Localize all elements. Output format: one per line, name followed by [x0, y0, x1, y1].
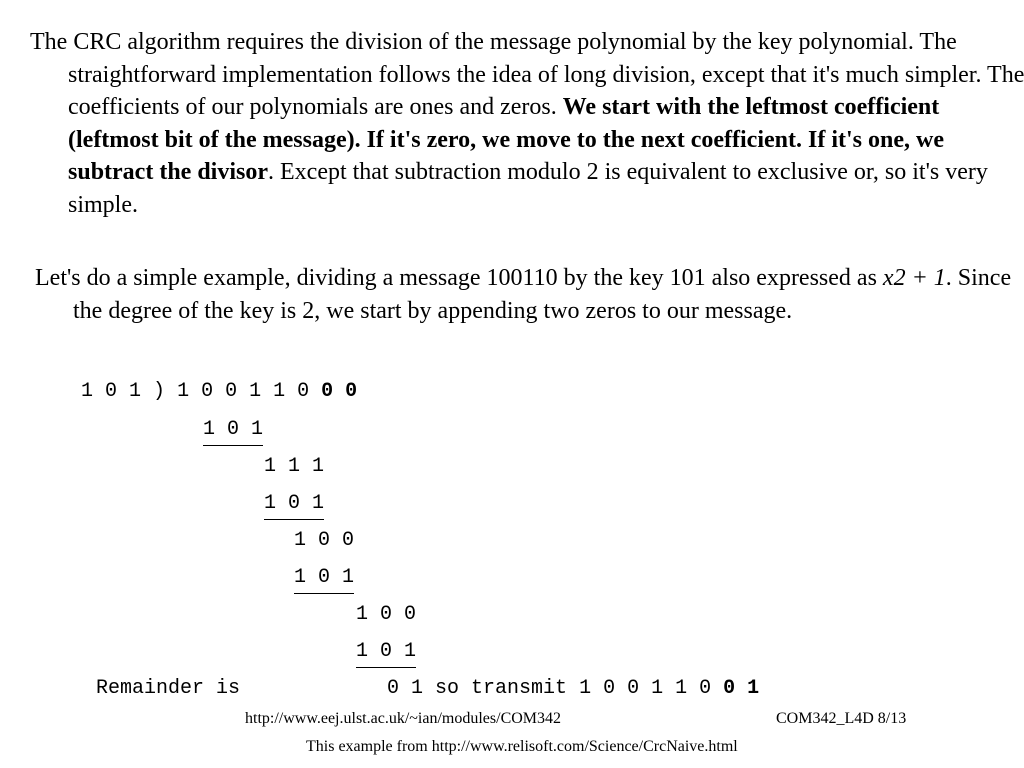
appended-zeros: 0 0 — [321, 380, 358, 403]
remainder-value: 0 1 — [387, 677, 424, 700]
divisor: 1 0 1 — [81, 380, 142, 403]
paragraph2-text-a: Let's do a simple example, dividing a message 100110 by the key 101 also expressed as — [35, 265, 883, 291]
division-step-value: 1 1 1 — [264, 455, 325, 478]
division-step — [264, 492, 324, 516]
dividend: 1 0 0 1 1 0 — [177, 380, 310, 403]
division-step-value: 1 0 0 — [356, 603, 417, 626]
division-step — [294, 566, 354, 590]
paragraph-crc-algorithm — [30, 26, 1024, 221]
division-separator: ) — [153, 380, 166, 403]
division-step — [203, 418, 263, 442]
division-step-value: 1 0 1 — [264, 492, 324, 520]
remainder-label: Remainder is — [96, 677, 241, 700]
division-step — [356, 603, 416, 627]
division-step — [294, 529, 354, 553]
transmit-label: so transmit — [435, 677, 568, 700]
paragraph1-text-b: . Except that subtraction modulo 2 is equivalent to exclusive or, so it's very simple. — [68, 159, 988, 218]
slide-number: COM342_L4D 8/13 — [776, 710, 907, 727]
paragraph2-text-b: . Since the degree of the key is 2, we start by appending two zeros to our message. — [73, 265, 1012, 324]
paragraph2-italic-polynomial: x2 + 1 — [882, 265, 946, 291]
transmit-crc: 0 1 — [723, 677, 760, 700]
paragraph-example — [35, 262, 1024, 327]
footer-url: http://www.eej.ulst.ac.uk/~ian/modules/COM342 — [245, 710, 562, 727]
division-step-value: 1 0 1 — [203, 418, 263, 446]
remainder-row — [387, 677, 759, 701]
division-header-row — [81, 380, 357, 404]
division-step-value: 1 0 0 — [294, 529, 355, 552]
division-step-value: 1 0 1 — [294, 566, 354, 594]
footer-source: This example from http://www.relisoft.com/Science/CrcNaive.html — [306, 738, 738, 755]
division-step — [264, 455, 324, 479]
division-step-value: 1 0 1 — [356, 640, 416, 668]
division-step — [356, 640, 416, 664]
transmit-message: 1 0 0 1 1 0 — [579, 677, 712, 700]
paragraph1-bold-text: We start with the leftmost coefficient (leftmost bit of the message). If it's zero, we move to the next coefficient. If it's one, we subtract the divisor — [68, 94, 944, 185]
paragraph1-text-a: The CRC algorithm requires the division of the message polynomial by the key polynomial. The straightforward implementation follows the idea of long division, except that it's much simpler. The coefficients of our polynomials are ones and zeros. — [30, 29, 1024, 120]
